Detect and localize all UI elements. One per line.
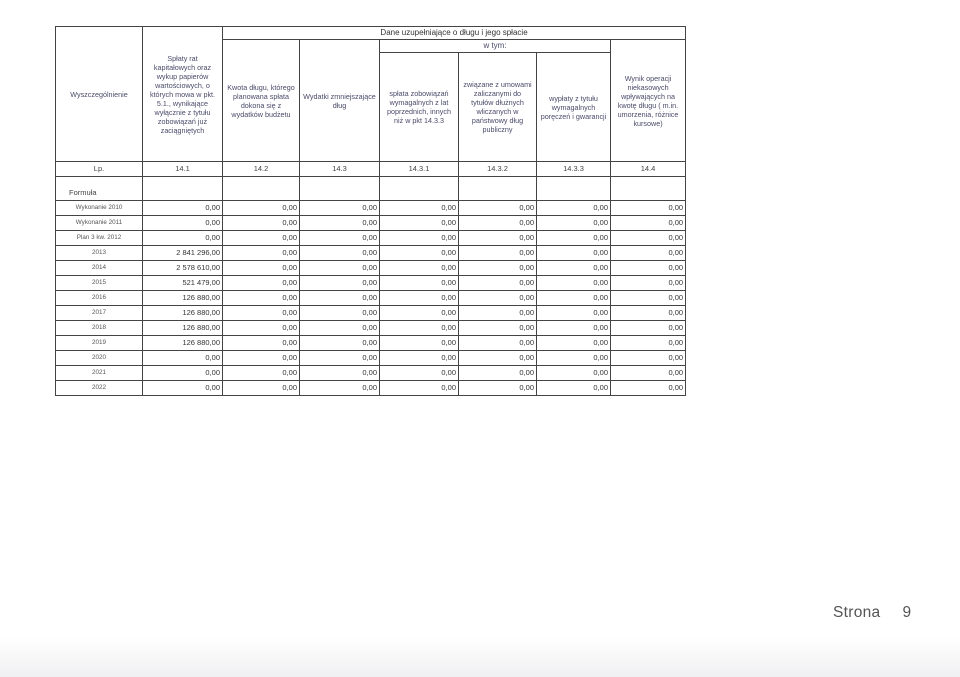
value-cell: 0,00 bbox=[611, 261, 686, 276]
value-cell: 0,00 bbox=[300, 321, 380, 336]
value-cell: 0,00 bbox=[223, 201, 300, 216]
value-cell: 0,00 bbox=[611, 216, 686, 231]
row-label: 2016 bbox=[56, 291, 143, 306]
formula-cell bbox=[380, 177, 459, 201]
value-cell: 0,00 bbox=[537, 336, 611, 351]
value-cell: 0,00 bbox=[380, 231, 459, 246]
value-cell: 126 880,00 bbox=[143, 336, 223, 351]
value-cell: 0,00 bbox=[380, 351, 459, 366]
value-cell: 0,00 bbox=[223, 351, 300, 366]
value-cell: 0,00 bbox=[380, 291, 459, 306]
value-cell: 0,00 bbox=[300, 306, 380, 321]
value-cell: 0,00 bbox=[380, 336, 459, 351]
value-cell: 0,00 bbox=[380, 366, 459, 381]
value-cell: 0,00 bbox=[459, 216, 537, 231]
value-cell: 0,00 bbox=[223, 336, 300, 351]
value-cell: 0,00 bbox=[459, 246, 537, 261]
value-cell: 0,00 bbox=[459, 276, 537, 291]
value-cell: 0,00 bbox=[537, 216, 611, 231]
value-cell: 0,00 bbox=[537, 291, 611, 306]
lp-row bbox=[56, 162, 686, 177]
debt-table bbox=[55, 26, 686, 396]
header-14-2: Kwota długu, którego planowana spłata dokona się z wydatków budżetu bbox=[223, 40, 300, 162]
row-label: 2018 bbox=[56, 321, 143, 336]
value-cell: 0,00 bbox=[459, 261, 537, 276]
lp-cell: 14.3.1 bbox=[380, 162, 459, 177]
value-cell: 0,00 bbox=[537, 231, 611, 246]
value-cell: 0,00 bbox=[143, 231, 223, 246]
value-cell: 0,00 bbox=[143, 381, 223, 396]
row-label: 2014 bbox=[56, 261, 143, 276]
value-cell: 0,00 bbox=[223, 231, 300, 246]
value-cell: 0,00 bbox=[611, 336, 686, 351]
header-w-tym: w tym: bbox=[380, 40, 611, 53]
formula-cell bbox=[143, 177, 223, 201]
header-14-4: Wynik operacji niekasowych wpływających na kwotę długu ( m.in. umorzenia, różnice kursowe) bbox=[611, 40, 686, 162]
row-label: 2015 bbox=[56, 276, 143, 291]
table-row bbox=[56, 336, 686, 351]
value-cell: 0,00 bbox=[300, 261, 380, 276]
value-cell: 0,00 bbox=[537, 321, 611, 336]
page-number: 9 bbox=[902, 604, 912, 621]
value-cell: 0,00 bbox=[380, 246, 459, 261]
row-label: 2021 bbox=[56, 366, 143, 381]
value-cell: 0,00 bbox=[300, 216, 380, 231]
value-cell: 0,00 bbox=[300, 246, 380, 261]
value-cell: 0,00 bbox=[459, 201, 537, 216]
header-14-1: Spłaty rat kapitałowych oraz wykup papierów wartościowych, o których mowa w pkt. 5.1., wynikające wyłącznie z tytułu zobowiązań już zaciągniętych bbox=[143, 27, 223, 162]
scan-shadow bbox=[0, 637, 960, 677]
value-cell: 0,00 bbox=[380, 201, 459, 216]
value-cell: 0,00 bbox=[380, 306, 459, 321]
value-cell: 126 880,00 bbox=[143, 291, 223, 306]
table-row bbox=[56, 216, 686, 231]
row-label: Wykonanie 2011 bbox=[56, 216, 143, 231]
value-cell: 0,00 bbox=[300, 381, 380, 396]
value-cell: 521 479,00 bbox=[143, 276, 223, 291]
value-cell: 0,00 bbox=[143, 201, 223, 216]
formula-row bbox=[56, 177, 686, 201]
value-cell: 2 841 296,00 bbox=[143, 246, 223, 261]
value-cell: 0,00 bbox=[459, 231, 537, 246]
value-cell: 0,00 bbox=[300, 201, 380, 216]
data-rows bbox=[56, 201, 686, 396]
row-label: 2020 bbox=[56, 351, 143, 366]
header-14-3: Wydatki zmniejszające dług bbox=[300, 40, 380, 162]
value-cell: 0,00 bbox=[380, 276, 459, 291]
value-cell: 0,00 bbox=[537, 381, 611, 396]
value-cell: 0,00 bbox=[223, 276, 300, 291]
value-cell: 2 578 610,00 bbox=[143, 261, 223, 276]
table-row bbox=[56, 381, 686, 396]
table-row bbox=[56, 261, 686, 276]
value-cell: 0,00 bbox=[300, 276, 380, 291]
header-14-3-3: wypłaty z tytułu wymagalnych poręczeń i gwarancji bbox=[537, 53, 611, 162]
page-footer bbox=[833, 604, 911, 622]
value-cell: 0,00 bbox=[459, 366, 537, 381]
value-cell: 0,00 bbox=[611, 366, 686, 381]
table-row bbox=[56, 366, 686, 381]
lp-cell: 14.2 bbox=[223, 162, 300, 177]
header-14-3-2: związane z umowami zaliczanymi do tytułów dłużnych wliczanych w państwowy dług publiczny bbox=[459, 53, 537, 162]
row-label: Plan 3 kw. 2012 bbox=[56, 231, 143, 246]
value-cell: 0,00 bbox=[611, 291, 686, 306]
table-row bbox=[56, 321, 686, 336]
row-label: 2013 bbox=[56, 246, 143, 261]
value-cell: 0,00 bbox=[537, 246, 611, 261]
value-cell: 0,00 bbox=[380, 321, 459, 336]
value-cell: 0,00 bbox=[611, 246, 686, 261]
lp-cell: 14.3.3 bbox=[537, 162, 611, 177]
header-wyszczegolnienie: Wyszczególnienie bbox=[56, 27, 143, 162]
value-cell: 0,00 bbox=[611, 306, 686, 321]
value-cell: 0,00 bbox=[300, 366, 380, 381]
value-cell: 0,00 bbox=[611, 201, 686, 216]
value-cell: 0,00 bbox=[537, 306, 611, 321]
value-cell: 0,00 bbox=[300, 231, 380, 246]
value-cell: 0,00 bbox=[459, 306, 537, 321]
formula-cell bbox=[459, 177, 537, 201]
value-cell: 0,00 bbox=[459, 291, 537, 306]
lp-label: Lp. bbox=[56, 162, 143, 177]
table-row bbox=[56, 246, 686, 261]
formula-cell bbox=[611, 177, 686, 201]
value-cell: 0,00 bbox=[223, 306, 300, 321]
value-cell: 126 880,00 bbox=[143, 321, 223, 336]
value-cell: 0,00 bbox=[537, 261, 611, 276]
value-cell: 0,00 bbox=[537, 201, 611, 216]
value-cell: 0,00 bbox=[611, 276, 686, 291]
value-cell: 126 880,00 bbox=[143, 306, 223, 321]
value-cell: 0,00 bbox=[300, 351, 380, 366]
value-cell: 0,00 bbox=[459, 351, 537, 366]
table-row bbox=[56, 276, 686, 291]
lp-cell: 14.3 bbox=[300, 162, 380, 177]
lp-cell: 14.3.2 bbox=[459, 162, 537, 177]
value-cell: 0,00 bbox=[611, 381, 686, 396]
table-row bbox=[56, 306, 686, 321]
value-cell: 0,00 bbox=[300, 336, 380, 351]
table-row bbox=[56, 231, 686, 246]
value-cell: 0,00 bbox=[459, 381, 537, 396]
value-cell: 0,00 bbox=[223, 261, 300, 276]
row-label: 2022 bbox=[56, 381, 143, 396]
value-cell: 0,00 bbox=[223, 216, 300, 231]
value-cell: 0,00 bbox=[143, 216, 223, 231]
value-cell: 0,00 bbox=[223, 246, 300, 261]
value-cell: 0,00 bbox=[223, 291, 300, 306]
formula-cell bbox=[223, 177, 300, 201]
value-cell: 0,00 bbox=[223, 366, 300, 381]
table-row bbox=[56, 351, 686, 366]
table-row bbox=[56, 201, 686, 216]
lp-cell: 14.4 bbox=[611, 162, 686, 177]
value-cell: 0,00 bbox=[380, 216, 459, 231]
value-cell: 0,00 bbox=[611, 231, 686, 246]
value-cell: 0,00 bbox=[380, 261, 459, 276]
value-cell: 0,00 bbox=[380, 381, 459, 396]
value-cell: 0,00 bbox=[143, 351, 223, 366]
page-label: Strona bbox=[833, 604, 881, 621]
row-label: Wykonanie 2010 bbox=[56, 201, 143, 216]
formula-label: Formuła bbox=[56, 177, 143, 201]
value-cell: 0,00 bbox=[459, 321, 537, 336]
value-cell: 0,00 bbox=[300, 291, 380, 306]
table-row bbox=[56, 291, 686, 306]
row-label: 2017 bbox=[56, 306, 143, 321]
formula-cell bbox=[537, 177, 611, 201]
value-cell: 0,00 bbox=[537, 276, 611, 291]
row-label: 2019 bbox=[56, 336, 143, 351]
value-cell: 0,00 bbox=[537, 366, 611, 381]
value-cell: 0,00 bbox=[223, 381, 300, 396]
header-14-3-1: spłata zobowiązań wymagalnych z lat poprzednich, innych niż w pkt 14.3.3 bbox=[380, 53, 459, 162]
table-title: Dane uzupełniające o długu i jego spłacie bbox=[223, 27, 686, 40]
value-cell: 0,00 bbox=[223, 321, 300, 336]
value-cell: 0,00 bbox=[459, 336, 537, 351]
formula-cell bbox=[300, 177, 380, 201]
value-cell: 0,00 bbox=[611, 321, 686, 336]
lp-cell: 14.1 bbox=[143, 162, 223, 177]
value-cell: 0,00 bbox=[537, 351, 611, 366]
value-cell: 0,00 bbox=[143, 366, 223, 381]
value-cell: 0,00 bbox=[611, 351, 686, 366]
